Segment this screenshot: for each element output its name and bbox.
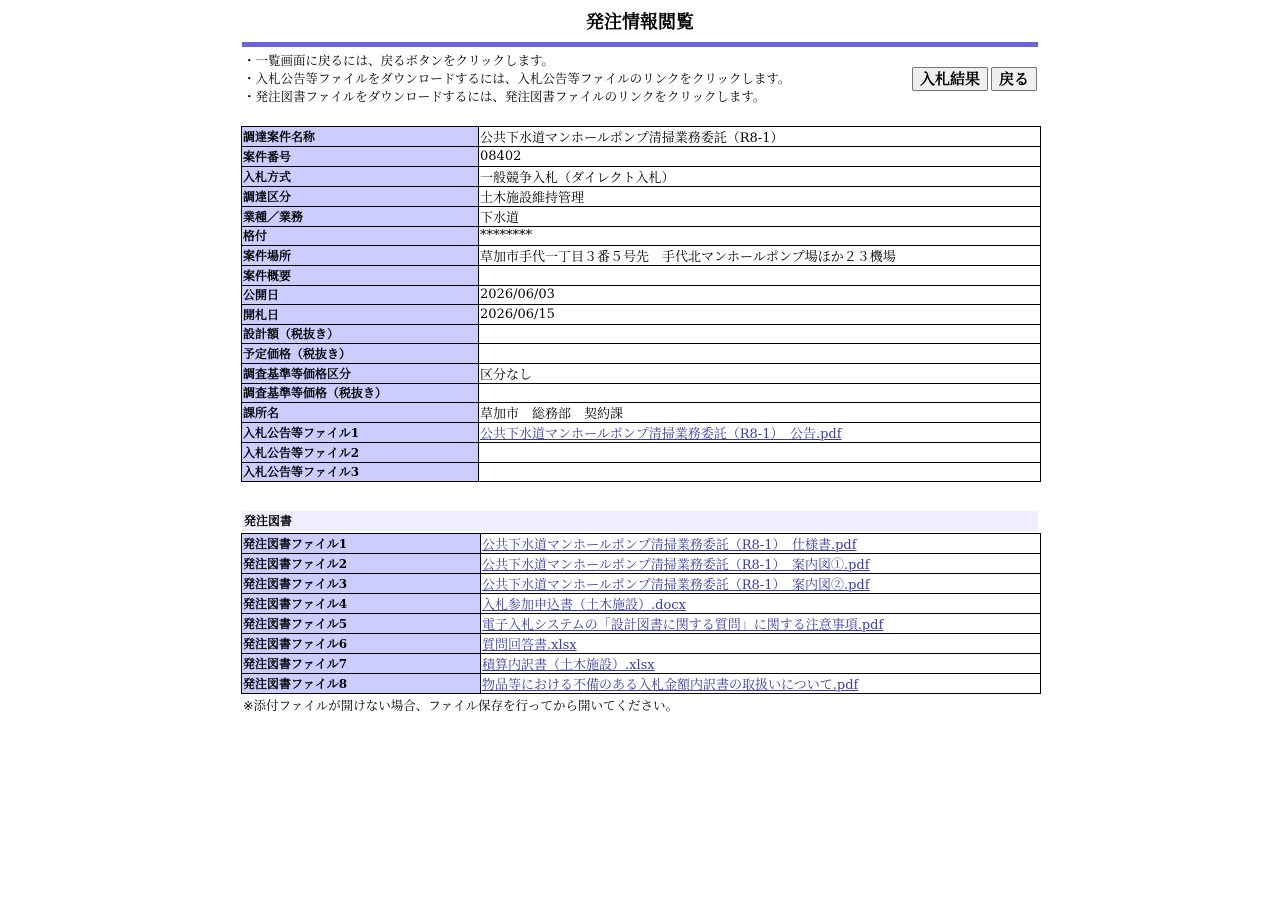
field-label: 開札日 xyxy=(242,305,479,325)
table-row xyxy=(242,634,1041,654)
doc-file-cell xyxy=(481,534,1041,554)
field-label: 発注図書ファイル2 xyxy=(242,554,481,574)
project-number-value: 08402 xyxy=(479,147,1041,167)
doc-file-cell xyxy=(481,674,1041,694)
table-row xyxy=(242,324,1041,344)
table-row xyxy=(242,285,1041,305)
table-row xyxy=(242,206,1041,226)
doc-file-cell xyxy=(481,614,1041,634)
page-title: 発注情報閲覧 xyxy=(586,12,694,33)
department-value: 草加市 総務部 契約課 xyxy=(479,403,1041,423)
bid-method-value: 一般競争入札（ダイレクト入札） xyxy=(479,166,1041,186)
summary-value xyxy=(479,266,1041,286)
field-label: 入札方式 xyxy=(242,166,479,186)
order-documents-header: 発注図書 xyxy=(242,511,1038,531)
instruction-line: ・入札公告等ファイルをダウンロードするには、入札公告等ファイルのリンクをクリックします。 xyxy=(243,71,791,86)
doc-file-8-link[interactable]: 物品等における不備のある入札金額内訳書の取扱いについて.pdf xyxy=(482,678,859,693)
table-row xyxy=(242,443,1041,463)
field-label: 発注図書ファイル8 xyxy=(242,674,481,694)
doc-file-cell xyxy=(481,554,1041,574)
notice-file-3-cell xyxy=(479,462,1041,482)
field-label: 格付 xyxy=(242,226,479,246)
field-label: 業種／業務 xyxy=(242,206,479,226)
table-row xyxy=(242,266,1041,286)
notice-file-2-cell xyxy=(479,443,1041,463)
table-row xyxy=(242,534,1041,554)
doc-file-3-link[interactable]: 公共下水道マンホールポンプ清掃業務委託（R8-1） 案内図②.pdf xyxy=(482,578,870,593)
table-row xyxy=(242,462,1041,482)
table-row xyxy=(242,614,1041,634)
doc-file-cell xyxy=(481,654,1041,674)
field-label: 調査基準等価格区分 xyxy=(242,363,479,383)
field-label: 設計額（税抜き） xyxy=(242,324,479,344)
table-row xyxy=(242,403,1041,423)
rating-value: ******** xyxy=(479,226,1041,246)
table-row xyxy=(242,674,1041,694)
table-row xyxy=(242,246,1041,266)
table-row xyxy=(242,383,1041,403)
field-label: 発注図書ファイル7 xyxy=(242,654,481,674)
field-label: 入札公告等ファイル2 xyxy=(242,443,479,463)
title-divider xyxy=(242,42,1038,47)
field-label: 調達案件名称 xyxy=(242,127,479,147)
design-amount-value xyxy=(479,324,1041,344)
table-row xyxy=(242,594,1041,614)
doc-file-1-link[interactable]: 公共下水道マンホールポンプ清掃業務委託（R8-1） 仕様書.pdf xyxy=(482,538,857,553)
doc-file-cell xyxy=(481,574,1041,594)
instructions xyxy=(243,52,790,106)
instruction-line: ・一覧画面に戻るには、戻るボタンをクリックします。 xyxy=(243,53,555,68)
table-row xyxy=(242,147,1041,167)
notice-file-1-link[interactable]: 公共下水道マンホールポンプ清掃業務委託（R8-1） 公告.pdf xyxy=(480,427,842,442)
instruction-line: ・発注図書ファイルをダウンロードするには、発注図書ファイルのリンクをクリックします。 xyxy=(243,89,766,104)
table-row xyxy=(242,554,1041,574)
order-documents-table xyxy=(241,533,1041,694)
survey-price-value xyxy=(479,383,1041,403)
field-label: 発注図書ファイル3 xyxy=(242,574,481,594)
order-info-table xyxy=(241,126,1041,482)
field-label: 案件場所 xyxy=(242,246,479,266)
field-label: 発注図書ファイル4 xyxy=(242,594,481,614)
table-row xyxy=(242,344,1041,364)
table-row xyxy=(242,363,1041,383)
field-label: 公開日 xyxy=(242,285,479,305)
doc-file-cell xyxy=(481,634,1041,654)
planned-price-value xyxy=(479,344,1041,364)
notice-file-1-cell xyxy=(479,423,1041,443)
field-label: 案件番号 xyxy=(242,147,479,167)
doc-file-4-link[interactable]: 入札参加申込書（土木施設）.docx xyxy=(482,598,686,613)
table-row xyxy=(242,186,1041,206)
field-label: 発注図書ファイル5 xyxy=(242,614,481,634)
doc-file-cell xyxy=(481,594,1041,614)
table-row xyxy=(242,574,1041,594)
opening-date-value: 2026/06/15 xyxy=(479,305,1041,325)
table-row xyxy=(242,654,1041,674)
field-label: 発注図書ファイル6 xyxy=(242,634,481,654)
table-row xyxy=(242,226,1041,246)
field-label: 課所名 xyxy=(242,403,479,423)
bid-result-button[interactable]: 入札結果 xyxy=(912,67,988,91)
table-row xyxy=(242,423,1041,443)
location-value: 草加市手代一丁目３番５号先 手代北マンホールポンプ場ほか２３機場 xyxy=(479,246,1041,266)
field-label: 案件概要 xyxy=(242,266,479,286)
field-label: 調達区分 xyxy=(242,186,479,206)
doc-file-6-link[interactable]: 質問回答書.xlsx xyxy=(482,638,577,653)
doc-file-5-link[interactable]: 電子入札システムの「設計図書に関する質問」に関する注意事項.pdf xyxy=(482,618,884,633)
back-button[interactable]: 戻る xyxy=(991,67,1037,91)
table-row xyxy=(242,127,1041,147)
field-label: 調査基準等価格（税抜き） xyxy=(242,383,479,403)
survey-price-category-value: 区分なし xyxy=(479,363,1041,383)
field-label: 予定価格（税抜き） xyxy=(242,344,479,364)
project-name-value: 公共下水道マンホールポンプ清掃業務委託（R8-1） xyxy=(479,127,1041,147)
doc-file-7-link[interactable]: 積算内訳書（土木施設）.xlsx xyxy=(482,658,655,673)
doc-file-2-link[interactable]: 公共下水道マンホールポンプ清掃業務委託（R8-1） 案内図①.pdf xyxy=(482,558,870,573)
field-label: 発注図書ファイル1 xyxy=(242,534,481,554)
procurement-category-value: 土木施設維持管理 xyxy=(479,186,1041,206)
field-label: 入札公告等ファイル1 xyxy=(242,423,479,443)
business-type-value: 下水道 xyxy=(479,206,1041,226)
field-label: 入札公告等ファイル3 xyxy=(242,462,479,482)
attachment-footnote: ※添付ファイルが開けない場合、ファイル保存を行ってから開いてください。 xyxy=(243,698,678,713)
publish-date-value: 2026/06/03 xyxy=(479,285,1041,305)
table-row xyxy=(242,166,1041,186)
table-row xyxy=(242,305,1041,325)
